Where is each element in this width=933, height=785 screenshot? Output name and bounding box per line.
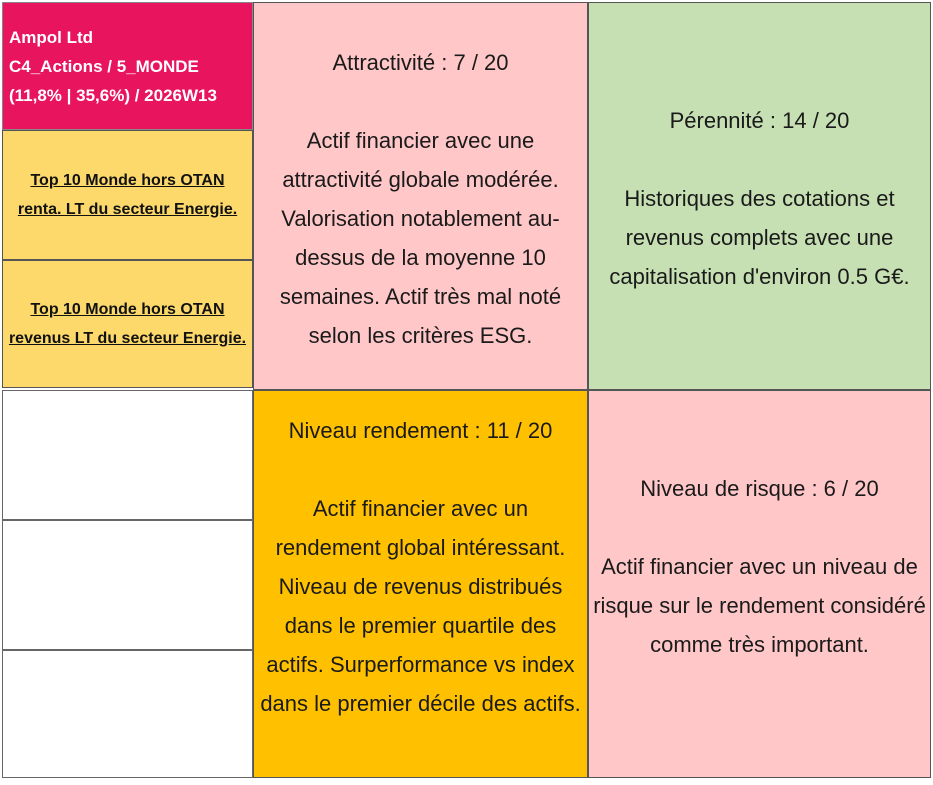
perennite-score: Pérennité : 14 / 20: [669, 108, 850, 133]
rendement-score: Niveau rendement : 11 / 20: [288, 418, 553, 443]
rendement-description: Actif financier avec un rendement global intéressant. Niveau de revenus distribués dans le premier quartile des actifs. Surperformance vs index dans le premier décile des actifs.: [260, 496, 581, 716]
attractivite-score: Attractivité : 7 / 20: [332, 50, 509, 75]
risque-score: Niveau de risque : 6 / 20: [640, 476, 879, 501]
attractivite-panel: [253, 2, 588, 390]
perennite-panel: [588, 2, 931, 390]
empty-cell: [2, 650, 253, 778]
asset-header: [2, 2, 253, 130]
asset-category: C4_Actions / 5_MONDE: [9, 57, 199, 76]
risque-panel: [588, 390, 931, 778]
asset-name: Ampol Ltd: [9, 28, 94, 47]
empty-cell: [2, 520, 253, 650]
top10-revenus-link[interactable]: Top 10 Monde hors OTAN revenus LT du secteur Energie.: [8, 301, 247, 347]
empty-cell: [2, 390, 253, 520]
top10-revenus-cell: [2, 260, 253, 388]
rendement-panel: [253, 390, 588, 778]
top10-renta-cell: [2, 130, 253, 260]
top10-renta-link[interactable]: Top 10 Monde hors OTAN renta. LT du secteur Energie.: [17, 172, 238, 218]
risque-description: Actif financier avec un niveau de risque sur le rendement considéré comme très important.: [593, 554, 926, 657]
asset-performance-week: (11,8% | 35,6%) / 2026W13: [9, 86, 217, 105]
perennite-description: Historiques des cotations et revenus complets avec une capitalisation d'environ 0.5 G€.: [609, 186, 910, 289]
attractivite-description: Actif financier avec une attractivité globale modérée. Valorisation notablement au-dessus de la moyenne 10 semaines. Actif très mal noté selon les critères ESG.: [279, 128, 562, 348]
